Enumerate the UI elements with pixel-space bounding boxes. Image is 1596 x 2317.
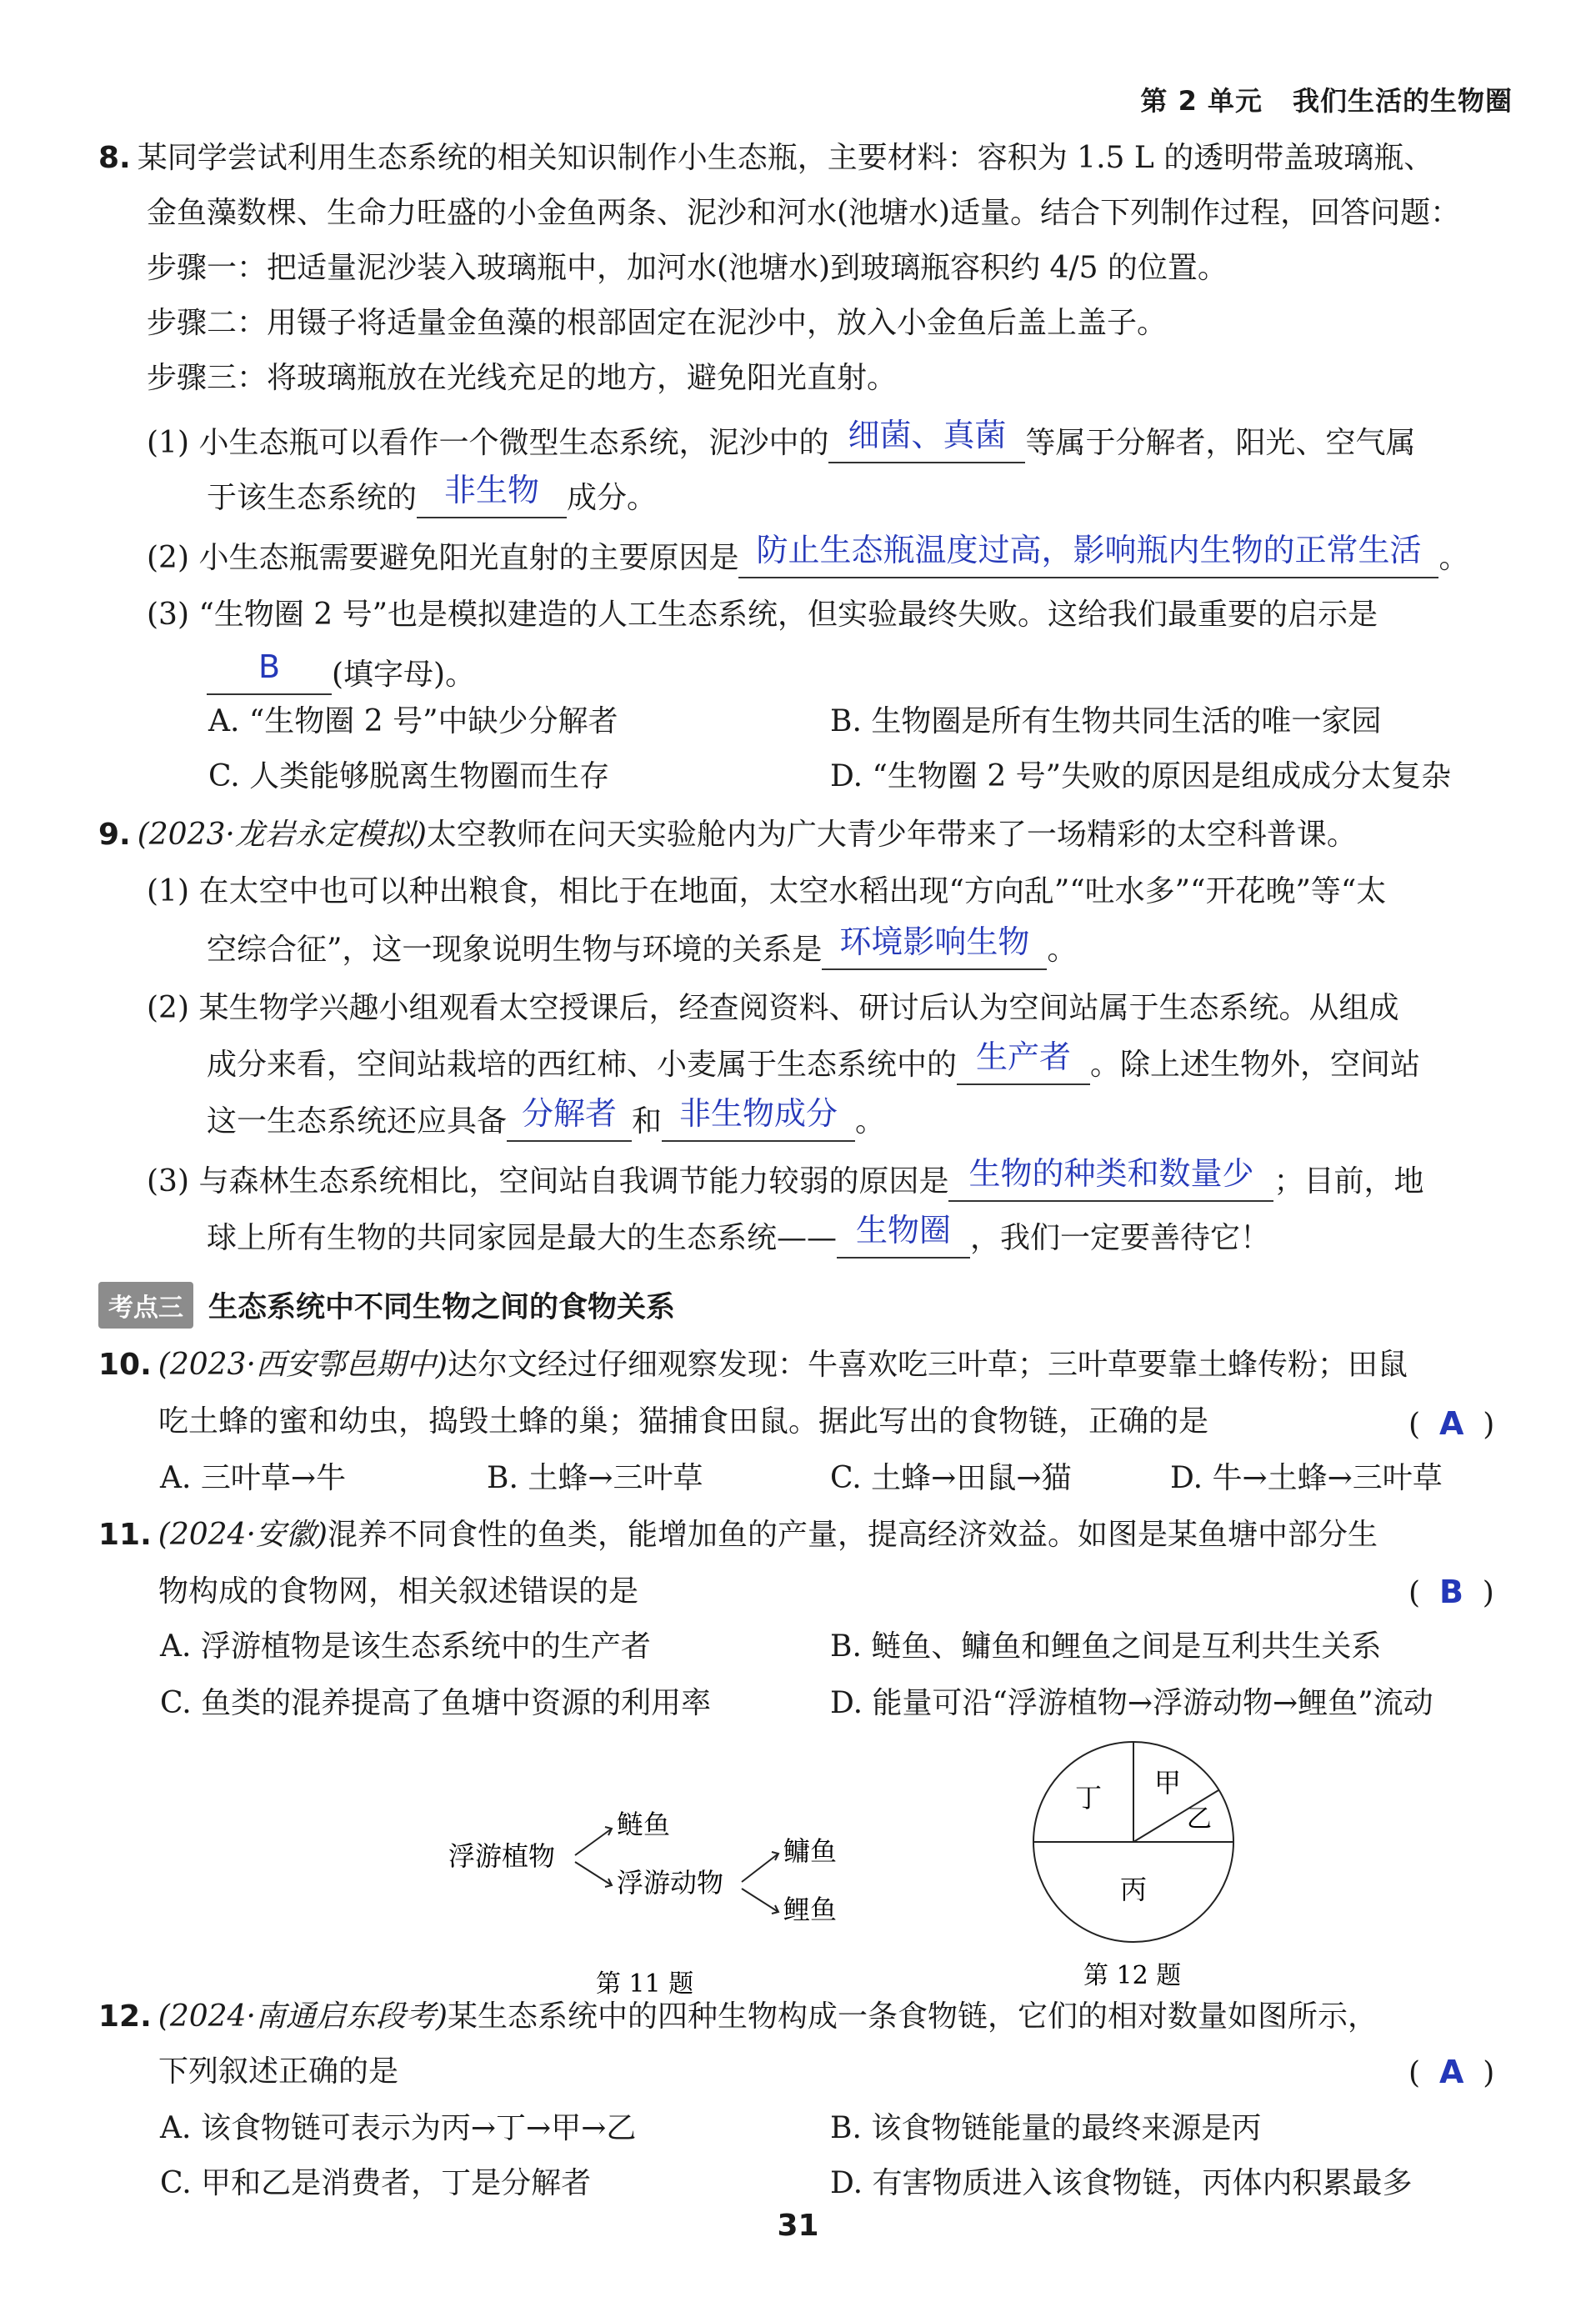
figure-11-food-web [433, 1800, 900, 2017]
unit-title: 我们生活的生物圈 [1292, 85, 1513, 117]
q8-blank-2[interactable] [417, 472, 567, 518]
q9-blank-2[interactable] [957, 1038, 1090, 1085]
q8-step3: 步骤三：将玻璃瓶放在光线充足的地方，避免阳光直射。 [147, 361, 898, 395]
q9-answer-4: 非生物成分 [679, 1095, 838, 1132]
q11-option-a[interactable]: A. 浮游植物是该生态系统中的生产者 [160, 1629, 651, 1664]
q8-blank-4[interactable] [207, 648, 332, 695]
q12-option-d[interactable]: D. 有害物质进入该食物链，丙体内积累最多 [830, 2166, 1413, 2200]
q9-number: 9. [98, 818, 131, 852]
q12-source: (2024·南通启东段考) [158, 1999, 448, 2034]
q8-option-a[interactable]: A. “生物圈 2 号”中缺少分解者 [208, 704, 618, 738]
q12-stem-text-1: 某生态系统中的四种生物构成一条食物链，它们的相对数量如图所示， [447, 1999, 1378, 2034]
q9-answer-6: 生物圈 [856, 1212, 952, 1249]
q9-blank-1[interactable] [822, 923, 1047, 970]
q9-blank-3[interactable] [507, 1095, 632, 1142]
q9-p2-text-c: 。除上述生物外，空间站 [1090, 1048, 1421, 1082]
q10-answer: A [1438, 1405, 1464, 1442]
pie-label-ding: 丁 [1075, 1782, 1103, 1814]
q8-part3-line1: (3) “生物圈 2 号”也是模拟建造的人工生态系统，但实验最终失败。这给我们最重要的启示是 [147, 598, 1378, 632]
q8-answer-3: 防止生态瓶温度过高，影响瓶内生物的正常生活 [756, 532, 1422, 568]
q9-answer-1: 环境影响生物 [839, 923, 1030, 960]
q10-option-c[interactable]: C. 土蜂→田鼠→猫 [830, 1461, 1072, 1495]
q8-step2: 步骤二：用镊子将适量金鱼藻的根部固定在泥沙中，放入小金鱼后盖上盖子。 [147, 306, 1168, 340]
q8-answer-2: 非生物 [444, 472, 540, 508]
q8-part2 [147, 532, 1469, 578]
q10-number: 10. [98, 1348, 152, 1382]
q8-p1-text-c: 于该生态系统的 [207, 481, 418, 515]
q9-p1-text-c: 。 [1047, 933, 1078, 967]
q12-stem-line2: 下列叙述正确的是 [158, 2054, 399, 2089]
q8-p1-text-d: 成分。 [567, 481, 658, 515]
q10-option-a[interactable]: A. 三叶草→牛 [160, 1461, 347, 1495]
q12-option-c[interactable]: C. 甲和乙是消费者，丁是分解者 [160, 2166, 592, 2200]
q12-answer: A [1438, 2054, 1464, 2090]
q9-part2-line3 [207, 1095, 886, 1142]
section-tag: 考点三 [98, 1282, 193, 1329]
section-title: 生态系统中不同生物之间的食物关系 [208, 1291, 676, 1324]
q10-option-d[interactable]: D. 牛→土蜂→三叶草 [1170, 1461, 1443, 1495]
q9-answer-5: 生物的种类和数量少 [968, 1155, 1254, 1192]
q8-option-c[interactable]: C. 人类能够脱离生物圈而生存 [208, 759, 610, 793]
section-heading [98, 1282, 675, 1329]
q9-answer-2: 生产者 [976, 1038, 1072, 1075]
q9-answer-3: 分解者 [522, 1095, 618, 1132]
q9-part2-line1: (2) 某生物学兴趣小组观看太空授课后，经查阅资料、研讨后认为空间站属于生态系统。从组成 [147, 991, 1399, 1025]
q8-p3-text-b: (填字母)。 [332, 658, 476, 692]
q8-p2-text-a: (2) 小生态瓶需要避免阳光直射的主要原因是 [147, 541, 739, 575]
pie-label-bing: 丙 [1120, 1874, 1148, 1905]
node-zooplankton: 浮游动物 [617, 1867, 724, 1899]
q12-answer-box[interactable]: ( A ) [1408, 2054, 1495, 2090]
q8-part1-line1 [147, 417, 1416, 463]
q9-stem [98, 815, 1357, 855]
q9-part3-line1 [147, 1155, 1424, 1202]
q9-part1-line1: (1) 在太空中也可以种出粮食，相比于在地面，太空水稻出现“方向乱”“吐水多”“开花晚”等“太 [147, 874, 1387, 908]
q11-number: 11. [98, 1518, 152, 1552]
q9-part1-line2 [207, 923, 1078, 970]
q10-answer-box[interactable]: ( A ) [1408, 1405, 1495, 1442]
q9-p3-text-c: 球上所有生物的共同家园是最大的生态系统—— [207, 1221, 838, 1255]
q8-option-d[interactable]: D. “生物圈 2 号”失败的原因是组成成分太复杂 [830, 759, 1452, 793]
q11-stem-line2: 物构成的食物网，相关叙述错误的是 [158, 1574, 639, 1609]
q10-stem-line1 [98, 1345, 1408, 1385]
q8-blank-3[interactable] [738, 532, 1438, 578]
q8-part1-line2 [207, 472, 658, 518]
figure-11-caption: 第 11 题 [596, 1969, 694, 1999]
arrow-zoo-to-bighead [742, 1854, 778, 1882]
page-header [1140, 80, 1513, 118]
q9-p2-text-b: 成分来看，空间站栽培的西红柿、小麦属于生态系统中的 [207, 1048, 958, 1082]
node-phytoplankton: 浮游植物 [448, 1840, 556, 1872]
q9-stem-text: 太空教师在问天实验舱内为广大青少年带来了一场精彩的太空科普课。 [426, 818, 1357, 852]
q12-option-b[interactable]: B. 该食物链能量的最终来源是丙 [830, 2111, 1262, 2145]
arrow-zoo-to-carp [742, 1889, 778, 1912]
q8-answer-1: 细菌、真菌 [848, 417, 1007, 453]
q11-stem-line1 [98, 1515, 1378, 1555]
q8-part3-line2 [207, 648, 476, 695]
q9-blank-6[interactable] [837, 1212, 970, 1259]
q11-option-d[interactable]: D. 能量可沿“浮游植物→浮游动物→鲤鱼”流动 [830, 1686, 1433, 1720]
q9-part3-line2 [207, 1212, 1271, 1259]
q9-p1-text-b: 空综合征”，这一现象说明生物与环境的关系是 [207, 933, 823, 967]
q8-p2-text-b: 。 [1438, 541, 1469, 575]
q8-blank-1[interactable] [828, 417, 1025, 463]
node-carp: 鲤鱼 [783, 1894, 838, 1925]
page-number: 31 [777, 2209, 819, 2243]
arrow-plant-to-silver [575, 1829, 612, 1855]
q9-p2-text-f: 。 [855, 1104, 886, 1138]
q11-stem-text-1: 混养不同食性的鱼类，能增加鱼的产量，提高经济效益。如图是某鱼塘中部分生 [327, 1518, 1378, 1552]
node-bighead-carp: 鳙鱼 [783, 1835, 838, 1867]
q12-number: 12. [98, 1999, 152, 2034]
q10-stem-text-1: 达尔文经过仔细观察发现：牛喜欢吃三叶草；三叶草要靠土蜂传粉；田鼠 [447, 1348, 1408, 1382]
q9-p3-text-b: ；目前，地 [1273, 1164, 1424, 1199]
q8-line2: 金鱼藻数棵、生命力旺盛的小金鱼两条、泥沙和河水(池塘水)适量。结合下列制作过程，回答问题： [147, 196, 1461, 230]
q9-p3-text-a: (3) 与森林生态系统相比，空间站自我调节能力较弱的原因是 [147, 1164, 949, 1199]
q9-blank-5[interactable] [948, 1155, 1273, 1202]
q8-number: 8. [98, 141, 131, 175]
q9-p2-text-d: 这一生态系统还应具备 [207, 1104, 508, 1138]
arrow-plant-to-zoo [575, 1862, 612, 1885]
q10-option-b[interactable]: B. 土蜂→三叶草 [487, 1461, 703, 1495]
q12-option-a[interactable]: A. 该食物链可表示为丙→丁→甲→乙 [160, 2111, 637, 2145]
q9-p3-text-d: ，我们一定要善待它！ [970, 1221, 1271, 1255]
q11-option-b[interactable]: B. 鲢鱼、鳙鱼和鲤鱼之间是互利共生关系 [830, 1629, 1382, 1664]
q8-p1-text-b: 等属于分解者，阳光、空气属 [1025, 426, 1416, 460]
node-silver-carp: 鲢鱼 [617, 1809, 671, 1840]
q8-answer-4: B [258, 648, 281, 685]
figure-12-pie [1025, 1734, 1242, 1992]
q8-line1 [98, 138, 1433, 178]
q10-source: (2023·西安鄠邑期中) [158, 1348, 448, 1382]
q11-answer: B [1438, 1574, 1463, 1610]
q11-option-c[interactable]: C. 鱼类的混养提高了鱼塘中资源的利用率 [160, 1686, 712, 1720]
q8-step1: 步骤一：把适量泥沙装入玻璃瓶中，加河水(池塘水)到玻璃瓶容积约 4/5 的位置。 [147, 251, 1228, 285]
q8-stem-1: 某同学尝试利用生态系统的相关知识制作小生态瓶，主要材料：容积为 1.5 L 的透明带盖玻璃瓶、 [137, 141, 1434, 175]
q8-p1-text-a: (1) 小生态瓶可以看作一个微型生态系统，泥沙中的 [147, 426, 829, 460]
q12-stem-line1 [98, 1997, 1378, 2037]
q8-option-b[interactable]: B. 生物圈是所有生物共同生活的唯一家园 [830, 704, 1382, 738]
q9-source: (2023·龙岩永定模拟) [137, 818, 427, 852]
pie-label-jia: 甲 [1154, 1767, 1182, 1799]
figure-12-caption: 第 12 题 [1083, 1961, 1182, 1990]
q9-blank-4[interactable] [662, 1095, 855, 1142]
q11-answer-box[interactable]: ( B ) [1408, 1574, 1494, 1610]
q10-stem-line2: 吃土蜂的蜜和幼虫，捣毁土蜂的巢；猫捕食田鼠。据此写出的食物链，正确的是 [158, 1404, 1209, 1439]
unit-label: 第 2 单元 [1140, 85, 1263, 117]
q11-source: (2024·安徽) [158, 1518, 328, 1552]
q9-part2-line2 [207, 1038, 1421, 1085]
pie-label-yi: 乙 [1187, 1804, 1212, 1834]
q9-p2-text-e: 和 [632, 1104, 663, 1138]
